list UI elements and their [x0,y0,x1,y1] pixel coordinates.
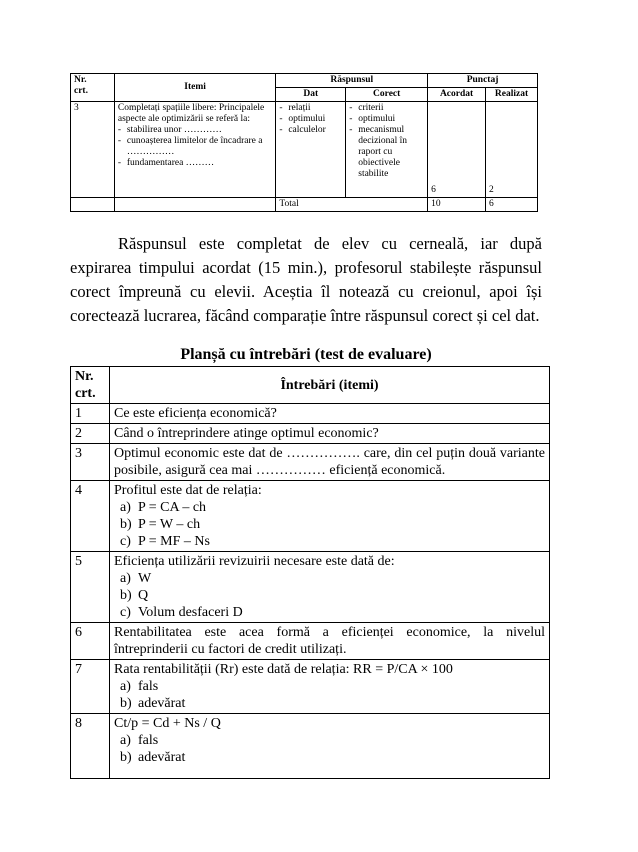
total-empty-nr [71,198,115,212]
answer-options [114,499,545,550]
dat-answer: - optimului [279,114,342,125]
header-itemi: Itemi [114,74,275,102]
question-nr: 6 [71,623,110,660]
answer-option: c) P = MF – Ns [120,534,210,549]
question-text: Când o întreprindere atinge optimul economic? [110,424,550,444]
header-raspunsul: Răspunsul [276,74,428,88]
question-row [71,623,550,660]
total-label: Total [276,198,428,212]
answer-option: c) Volum desfaceri D [120,605,243,620]
total-empty-item [114,198,275,212]
answer-option: b) adevărat [120,750,186,765]
question-nr: 5 [71,552,110,623]
question-text: Ce este eficiența economică? [110,404,550,424]
question-row [71,424,550,444]
item-cell [114,102,275,198]
header-dat: Dat [276,88,346,102]
explanation-paragraph: Răspunsul este completat de elev cu cerneală, iar după expirarea timpului acordat (15 min.), profesorul stabilește răspunsul corect împreună cu elevii. Aceștia îl notează cu creionul, apoi își corectează lucrarea, făcând comparație între răspunsul corect și cel dat. [70,234,542,325]
correct-answer: - criterii [349,103,424,114]
header-nr-crt: Nr. crt. [71,74,115,102]
questions-header-nr: Nr. crt. [71,367,110,404]
question-row [71,714,550,779]
correct-answer: - optimului [349,114,424,125]
acordat-value: 6 [428,102,486,198]
question-nr: 1 [71,404,110,424]
dat-answer: - calculelor [279,125,342,136]
answer-options [114,678,545,712]
dat-cell [276,102,346,198]
item-points [118,125,272,169]
question-row [71,444,550,481]
correct-answer: - mecanismul decizional în raport cu obiectivele stabilite [349,125,424,180]
answer-option: b) Q [120,588,149,603]
question-text: Rata rentabilității (Rr) este dată de relația: RR = P/CA × 100 [114,662,453,677]
question-text: Optimul economic este dat de ……………. care, din cel puțin două variante posibile, asigură cea mai …………… eficiență economică. [110,444,550,481]
item-point: - cunoașterea limitelor de încadrare a …………… [118,136,272,158]
header-punctaj: Punctaj [428,74,538,88]
question-text: Eficiența utilizării revizuirii necesare este dată de: [114,554,395,569]
answer-options [114,570,545,621]
question-cell [110,714,550,779]
header-corect: Corect [346,88,428,102]
question-nr: 8 [71,714,110,779]
header-acordat: Acordat [428,88,486,102]
questions-table [70,366,550,779]
question-text: Rentabilitatea este acea formă a eficienței economice, la nivelul întreprinderii cu factori de credit utilizați. [110,623,550,660]
total-realizat: 6 [486,198,538,212]
total-acordat: 10 [428,198,486,212]
question-row [71,481,550,552]
questions-header-items: Întrebări (itemi) [110,367,550,404]
corect-cell [346,102,428,198]
answer-option: b) adevărat [120,696,186,711]
answer-option: a) P = CA – ch [120,500,207,515]
question-row [71,404,550,424]
item-intro: Completați spațiile libere: Principalele aspecte ale optimizării se referă la: [117,103,265,124]
answer-option: b) P = W – ch [120,517,201,532]
item-point: - fundamentarea ……… [118,158,272,169]
section-title: Planșă cu întrebări (test de evaluare) [180,346,432,363]
question-text: Ct/p = Cd + Ns / Q [114,716,221,731]
question-nr: 4 [71,481,110,552]
row-nr: 3 [71,102,115,198]
question-nr: 7 [71,660,110,714]
answer-option: a) W [120,571,152,586]
question-cell [110,552,550,623]
question-nr: 2 [71,424,110,444]
answer-option: a) fals [120,679,159,694]
question-nr: 3 [71,444,110,481]
question-text: Profitul este dat de relația: [114,483,262,498]
header-realizat: Realizat [486,88,538,102]
answer-option: a) fals [120,733,159,748]
question-cell [110,481,550,552]
item-point: - stabilirea unor ………… [118,125,272,136]
answer-options [114,732,545,766]
question-row [71,552,550,623]
question-cell [110,660,550,714]
dat-answer: - relații [279,103,342,114]
question-row [71,660,550,714]
realizat-value: 2 [486,102,538,198]
scoring-table [70,73,538,212]
